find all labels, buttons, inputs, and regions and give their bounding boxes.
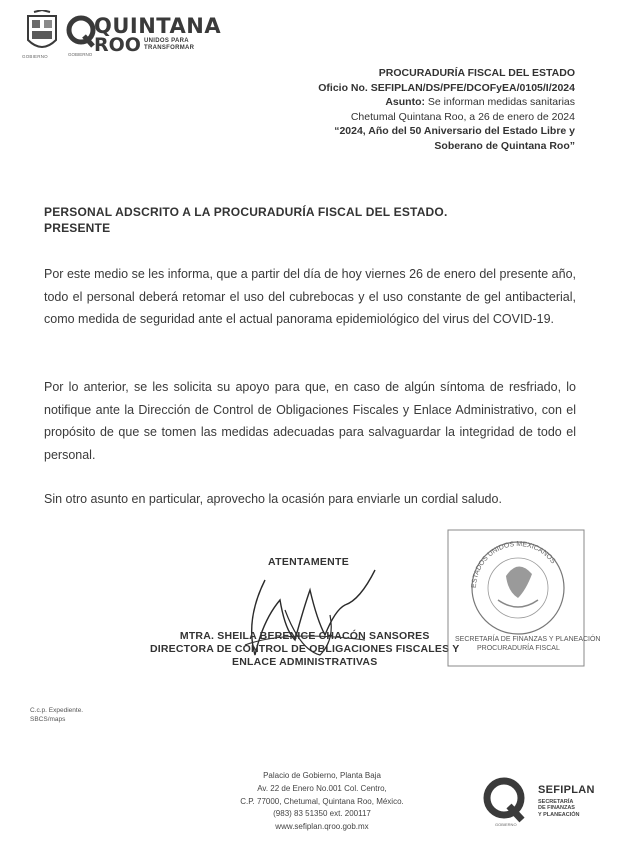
body-paragraph-3: Sin otro asunto en particular, aprovecho la ocasión para enviarle un cordial saludo. (44, 492, 502, 506)
footer-address: Palacio de Gobierno, Planta Baja Av. 22 de Enero No.001 Col. Centro, C.P. 77000, Chetumal, Quintana Roo, México. (983) 83 51350 ext. 200117 www.sefiplan.qroo.gob.mx (222, 770, 422, 834)
q-logo-icon (66, 14, 96, 48)
quintana-roo-logo (66, 12, 222, 56)
logo-tagline: UNIDOS PARA TRANSFORMAR (144, 38, 195, 51)
closing-atentamente: ATENTAMENTE (268, 556, 350, 568)
seal-text-1: SECRETARÍA DE FINANZAS Y PLANEACIÓN (455, 636, 601, 643)
signatory-block (150, 630, 459, 669)
body-paragraph-1: Por este medio se les informa, que a partir del día de hoy viernes 26 de enero del presente año, todo el personal deberá retomar el uso del cubrebocas y el uso constante de gel antibacterial, como medida de seguridad ante el actual panorama epidemiológico del virus del COVID-19. (44, 267, 576, 327)
place-date: Chetumal Quintana Roo, a 26 de enero de 2024 (350, 110, 575, 123)
signatory-name: MTRA. SHEILA BERENICE CHACÓN SANSORES (179, 630, 430, 642)
qroo-caption: GOBIERNO (68, 52, 93, 57)
coat-caption: GOBIERNO (22, 54, 48, 59)
logo-word-quintana: QUINTANA (94, 14, 222, 38)
signatory-title-2: ENLACE ADMINISTRATIVAS (232, 656, 378, 668)
signatory-title-1: DIRECTORA DE CONTROL DE OBLIGACIONES FISCALES Y (150, 643, 460, 655)
seal-ring-text: ESTADOS UNIDOS MEXICANOS (470, 540, 557, 589)
coat-of-arms-icon (22, 10, 62, 56)
seal-text-2: PROCURADURÍA FISCAL (477, 645, 560, 652)
addressee: PERSONAL ADSCRITO A LA PROCURADURÍA FISCAL DEL ESTADO. PRESENTE (44, 205, 448, 235)
office-name: PROCURADURÍA FISCAL DEL ESTADO (378, 67, 575, 79)
sefiplan-brand: SEFIPLAN (538, 784, 595, 796)
oficio-number: Oficio No. SEFIPLAN/DS/PFE/DCOFyEA/0105/I/2024 (318, 81, 575, 94)
ccp-block: C.c.p. Expediente. SBCS/maps (30, 707, 84, 723)
logo-word-roo: ROO (94, 34, 141, 56)
sefiplan-caption: GOBIERNO (495, 822, 517, 827)
asunto: Asunto: Se informan medidas sanitarias (385, 96, 575, 108)
motto-line-1: “2024, Año del 50 Aniversario del Estado Libre y (334, 125, 575, 137)
motto-line-2: Soberano de Quintana Roo” (434, 139, 575, 152)
body-paragraph-2: Por lo anterior, se les solicita su apoyo para que, en caso de algún síntoma de resfriado, lo notifique ante la Dirección de Control de Obligaciones Fiscales y Enlace Administrativo, con el propósito de que se tomen las medidas adecuadas para salvaguardar la integridad de todo el personal. (44, 380, 576, 462)
letter-header (318, 66, 575, 153)
sefiplan-subtitle: SECRETARÍA DE FINANZAS Y PLANEACIÓN (538, 799, 580, 818)
footer-website: www.sefiplan.qroo.gob.mx (275, 822, 369, 832)
